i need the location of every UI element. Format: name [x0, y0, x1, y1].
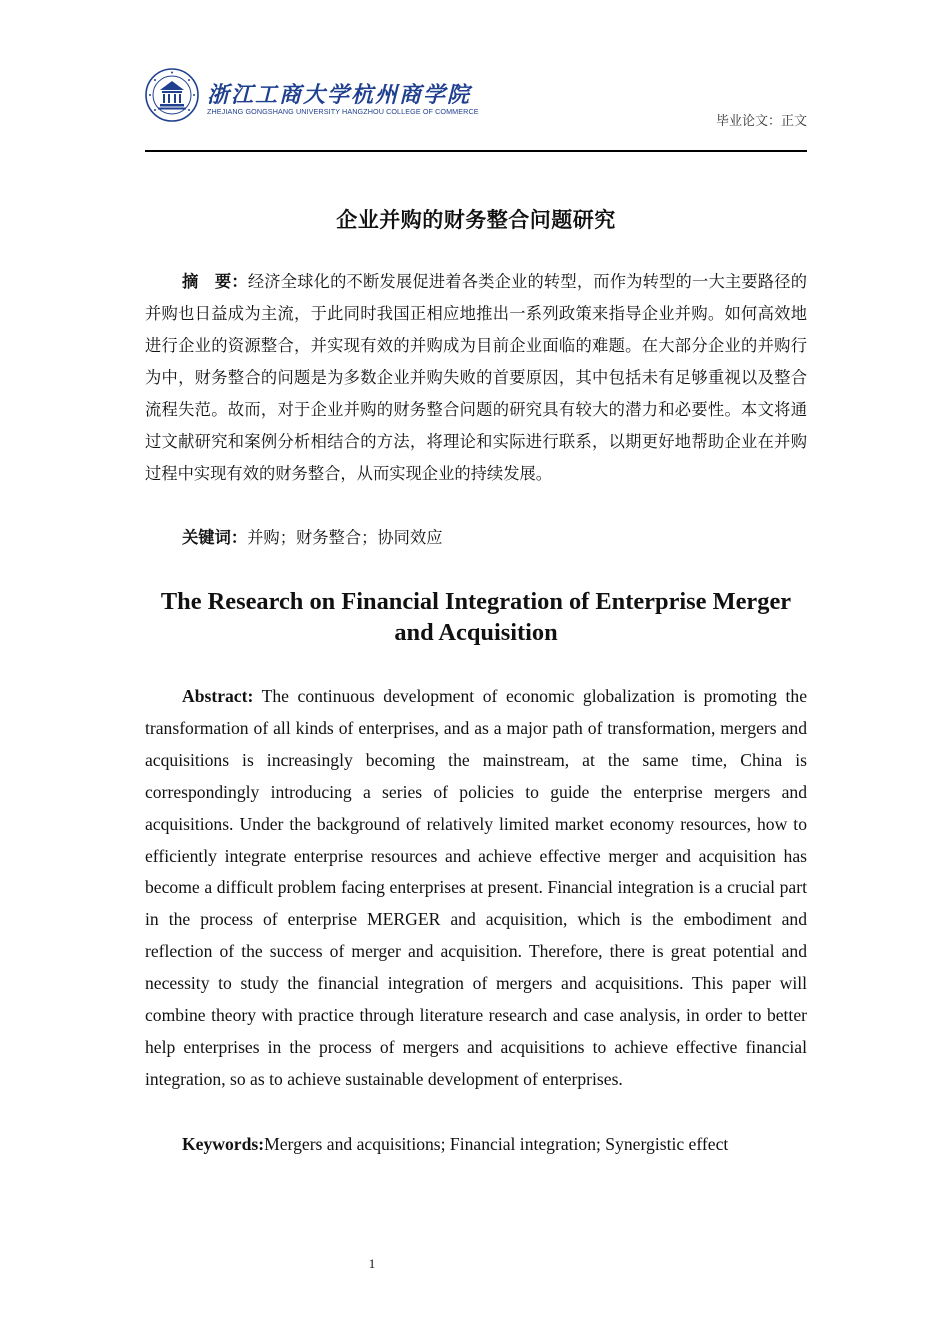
logo-wordmark-cn: 浙江工商大学杭州商学院	[207, 83, 472, 108]
chinese-keywords-text: 并购；财务整合；协同效应	[247, 528, 443, 547]
english-keywords-label: Keywords:	[182, 1134, 265, 1154]
header-divider	[145, 150, 807, 152]
english-title: The Research on Financial Integration of Enterprise Merger and Acquisition	[160, 588, 792, 646]
chinese-title: 企业并购的财务整合问题研究	[336, 208, 616, 232]
document-type-label: 毕业论文：正文	[715, 114, 807, 129]
english-abstract-label: Abstract:	[182, 686, 254, 706]
chinese-keywords	[145, 522, 807, 554]
chinese-keywords-label: 关键词：	[182, 528, 248, 547]
chinese-abstract-label: 摘 要：	[182, 272, 248, 291]
logo-wordmark-en: ZHEJIANG GONGSHANG UNIVERSITY HANGZHOU COLLEGE OF COMMERCE	[207, 107, 479, 116]
page-header	[145, 66, 807, 129]
english-abstract-text: The continuous development of economic globalization is promoting the transformation of all kinds of enterprises, and as a major path of transformation, mergers and acquisitions is increasingly becoming the mainstream, at the same time, China is correspondingly introducing a series of policies to guide the enterprise mergers and acquisitions. Under the background of relatively limited market economy resources, how to efficiently integrate enterprise resources and achieve effective merger and acquisition has become a difficult problem facing enterprises at present. Financial integration is a crucial part in the process of enterprise MERGER and acquisition, which is the embodiment and reflection of the success of merger and acquisition. Therefore, there is great potential and necessity to study the financial integration of mergers and acquisitions. This paper will combine theory with practice through literature research and case analysis, in order to better help enterprises in the process of mergers and acquisitions to achieve effective financial integration, so as to achieve sustainable development of enterprises.	[145, 686, 807, 1089]
english-keywords-text: Mergers and acquisitions; Financial integration; Synergistic effect	[264, 1134, 729, 1154]
chinese-abstract	[145, 266, 807, 490]
chinese-abstract-text: 经济全球化的不断发展促进着各类企业的转型，而作为转型的一大主要路径的并购也日益成为主流，于此同时我国正相应地推出一系列政策来指导企业并购。如何高效地进行企业的资源整合，并实现有效的并购成为目前企业面临的难题。在大部分企业的并购行为中，财务整合的问题是为多数企业并购失败的首要原因，其中包括未有足够重视以及整合流程失范。故而，对于企业并购的财务整合问题的研究具有较大的潜力和必要性。本文将通过文献研究和案例分析相结合的方法，将理论和实际进行联系，以期更好地帮助企业在并购过程中实现有效的财务整合，从而实现企业的持续发展。	[145, 272, 807, 483]
university-seal-icon	[145, 68, 199, 122]
english-abstract	[145, 681, 807, 1096]
english-keywords	[145, 1128, 807, 1160]
page-number: 1	[368, 1256, 376, 1271]
